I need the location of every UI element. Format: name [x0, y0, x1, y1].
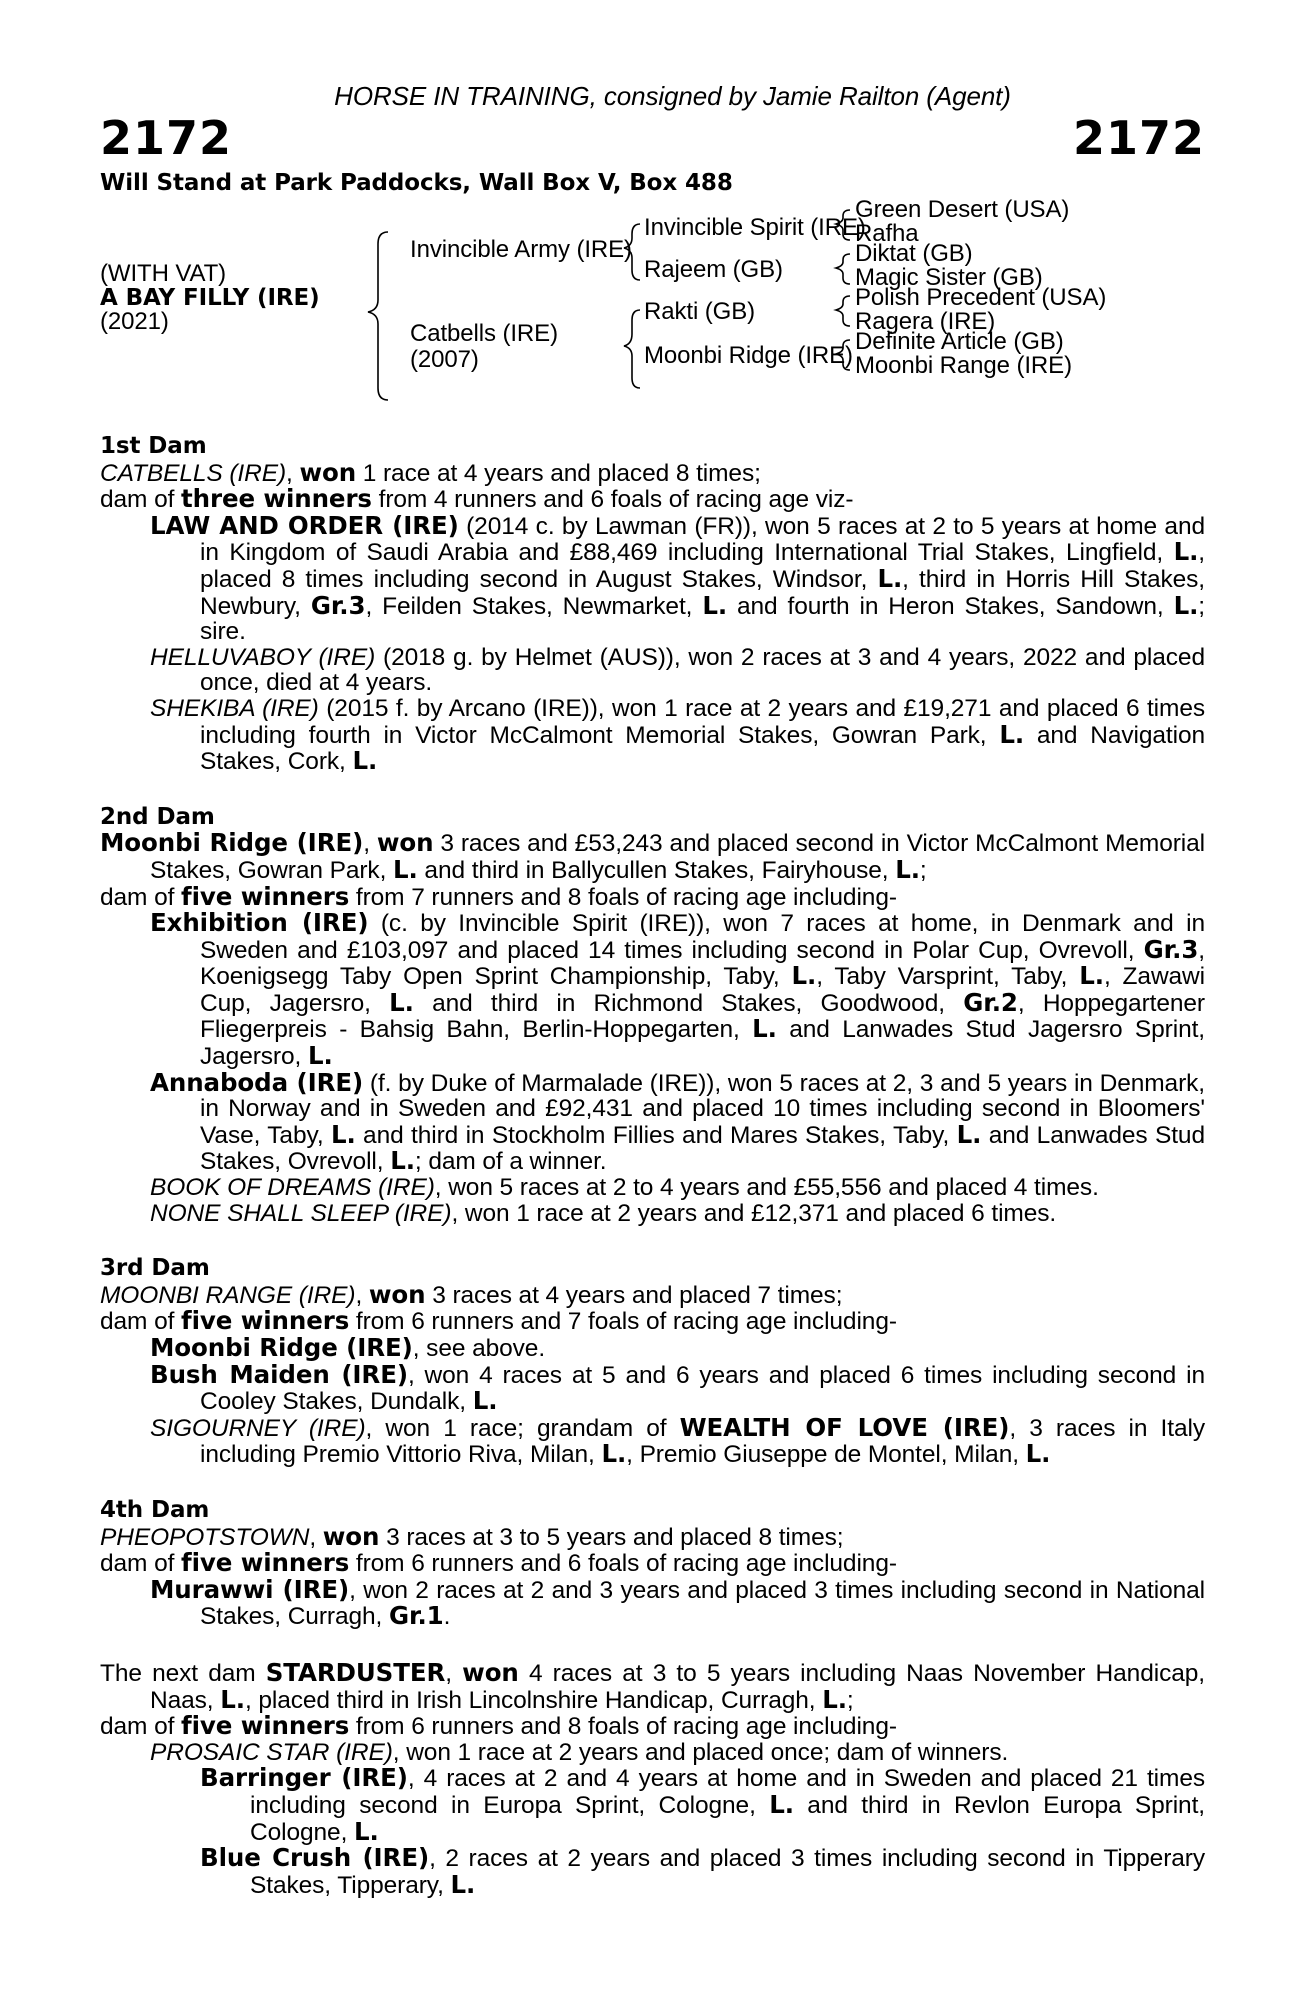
pedigree-ddd: Moonbi Range (IRE) [855, 352, 1072, 379]
horse-vat: (WITH VAT) [100, 260, 227, 287]
lot-header [100, 112, 1205, 166]
produce-entry: Bush Maiden (IRE), won 4 races at 5 and 6 years and placed 6 times including second in Cooley Stakes, Dundalk, L. [150, 1359, 1205, 1416]
produce-entry: NONE SHALL SLEEP (IRE), won 1 race at 2 years and £12,371 and placed 6 times. [150, 1199, 1057, 1227]
produce-entry: Moonbi Ridge (IRE), see above. [150, 1333, 546, 1362]
fourth-dam-section [100, 1498, 1205, 1630]
section-title: 1st Dam [100, 433, 207, 459]
dam-line: MOONBI RANGE (IRE), won 3 races at 4 years and placed 7 times; [100, 1279, 843, 1309]
pedigree-dds: Definite Article (GB) [855, 328, 1064, 355]
dam-line: Moonbi Ridge (IRE), won 3 races and £53,243 and placed second in Victor McCalmont Memorial Stakes, Gowran Park, L. and third in Ballycullen Stakes, Fairyhouse, L.; [100, 828, 1206, 884]
produce-entry: Annaboda (IRE) (f. by Duke of Marmalade (IRE)), won 5 races at 2, 3 and 5 years in Denmark, in Norway and in Sweden and £92,431 and placed 10 times including second in Bloomers' Vase, Taby, L. and third in Stockholm Fillies and Mares Stakes, Taby, L. and Lanwades Stud Stakes, Ovrevoll, L.; dam of a winner. [150, 1067, 1205, 1176]
second-dam-section [100, 805, 1205, 1227]
pedigree-dd: Moonbi Ridge (IRE) [644, 342, 853, 369]
produce-entry: PROSAIC STAR (IRE), won 1 race at 2 years and placed once; dam of winners. [150, 1738, 1009, 1766]
pedigree-dsd: Ragera (IRE) [855, 308, 996, 335]
produce-line: dam of three winners from 4 runners and 6 foals of racing age viz- [100, 484, 854, 514]
horse-name: A BAY FILLY (IRE) [100, 285, 320, 311]
pedigree-sds: Diktat (GB) [855, 240, 973, 267]
produce-entry: BOOK OF DREAMS (IRE), won 5 races at 2 to 4 years and £55,556 and placed 4 times. [150, 1174, 1099, 1202]
brace-sd [836, 254, 850, 284]
brace-main [368, 232, 388, 400]
dam-line: The next dam STARDUSTER, won 4 races at 3 to 5 years including Naas November Handicap, Naas, L., placed third in Irish Lincolnshire Handicap, Curragh, L.; [100, 1657, 1205, 1714]
produce-line: dam of five winners from 6 runners and 6 foals of racing age including- [100, 1548, 897, 1578]
pedigree-sss: Green Desert (USA) [855, 196, 1070, 223]
stand-location: Will Stand at Park Paddocks, Wall Box V, Box 488 [100, 170, 733, 196]
produce-line: dam of five winners from 6 runners and 7 foals of racing age including- [100, 1306, 897, 1336]
next-dam-section [100, 1657, 1205, 1899]
third-dam-section [100, 1256, 1205, 1468]
produce-entry: SHEKIBA (IRE) (2015 f. by Arcano (IRE)), won 1 race at 2 years and £19,271 and placed 6 times including fourth in Victor McCalmont Memorial Stakes, Gowran Park, L. and Navigation Stakes, Cork, L. [150, 694, 1206, 776]
pedigree-ss: Invincible Spirit (IRE) [644, 214, 866, 241]
produce-entry: Blue Crush (IRE), 2 races at 2 years and placed 3 times including second in Tipperary Stakes, Tipperary, L. [200, 1843, 1205, 1899]
horse-year: (2021) [100, 308, 169, 335]
pedigree-dam: Catbells (IRE) [410, 320, 558, 347]
brace-ds [836, 296, 850, 326]
pedigree-ssd: Rafha [855, 220, 919, 247]
brace-dam [624, 310, 640, 388]
dam-line: CATBELLS (IRE), won 1 race at 4 years and placed 8 times; [100, 457, 761, 487]
section-title: 4th Dam [100, 1496, 210, 1523]
produce-line: dam of five winners from 6 runners and 8 foals of racing age including- [100, 1711, 897, 1741]
pedigree-sire: Invincible Army (IRE) [410, 236, 632, 263]
pedigree-sdd: Magic Sister (GB) [855, 264, 1043, 291]
produce-entry: SIGOURNEY (IRE), won 1 race; grandam of WEALTH OF LOVE (IRE), 3 races in Italy including Premio Vittorio Riva, Milan, L., Premio Giuseppe de Montel, Milan, L. [150, 1412, 1205, 1469]
catalogue-page [100, 81, 1206, 1899]
pedigree-dss: Polish Precedent (USA) [855, 284, 1107, 311]
produce-entry: Murawwi (IRE), won 2 races at 2 and 3 years and placed 3 times including second in National Stakes, Curragh, Gr.1. [150, 1574, 1205, 1631]
dam-line: PHEOPOTSTOWN, won 3 races at 3 to 5 years and placed 8 times; [100, 1521, 844, 1551]
pedigree-sd: Rajeem (GB) [644, 256, 783, 283]
produce-entry: Exhibition (IRE) (c. by Invincible Spirit (IRE)), won 7 races at home, in Denmark and in Sweden and £103,097 and placed 14 times including second in Polar Cup, Ovrevoll, Gr.3, Koenigsegg Taby Open Sprint Championship, Taby, L., Taby Varsprint, Taby, L., Zawawi Cup, Jagersro, L. and third in Richmond Stakes, Goodwood, Gr.2, Hoppegartener Fliegerpreis - Bahsig Bahn, Berlin-Hoppegarten, L. and Lanwades Stud Jagersro Sprint, Jagersro, L. [150, 908, 1206, 1071]
section-title: 2nd Dam [100, 803, 215, 830]
pedigree-ds: Rakti (GB) [644, 298, 756, 325]
pedigree-chart [100, 196, 1205, 426]
lot-number-right: 2172 [1072, 111, 1205, 166]
lot-number-left: 2172 [100, 111, 233, 166]
section-title: 3rd Dam [100, 1255, 210, 1282]
produce-entry: LAW AND ORDER (IRE) (2014 c. by Lawman (FR)), won 5 races at 2 to 5 years at home and in Kingdom of Saudi Arabia and £88,469 including International Trial Stakes, Lingfield, L., placed 8 times including second in August Stakes, Windsor, L., third in Horris Hill Stakes, Newbury, Gr.3, Feilden Stakes, Newmarket, L. and fourth in Heron Stakes, Sandown, L.; sire. [150, 510, 1206, 646]
consignment-line: HORSE IN TRAINING, consigned by Jamie Railton (Agent) [334, 81, 1011, 111]
produce-entry: Barringer (IRE), 4 races at 2 and 4 years at home and in Sweden and placed 21 times including second in Europa Sprint, Cologne, L. and third in Revlon Europa Sprint, Cologne, L. [200, 1763, 1205, 1846]
first-dam-section [100, 434, 1205, 775]
produce-line: dam of five winners from 7 runners and 8 foals of racing age including- [100, 881, 897, 911]
pedigree-dam-year: (2007) [410, 346, 479, 373]
produce-entry: HELLUVABOY (IRE) (2018 g. by Helmet (AUS)), won 2 races at 3 and 4 years, 2022 and placed once, died at 4 years. [150, 643, 1205, 697]
